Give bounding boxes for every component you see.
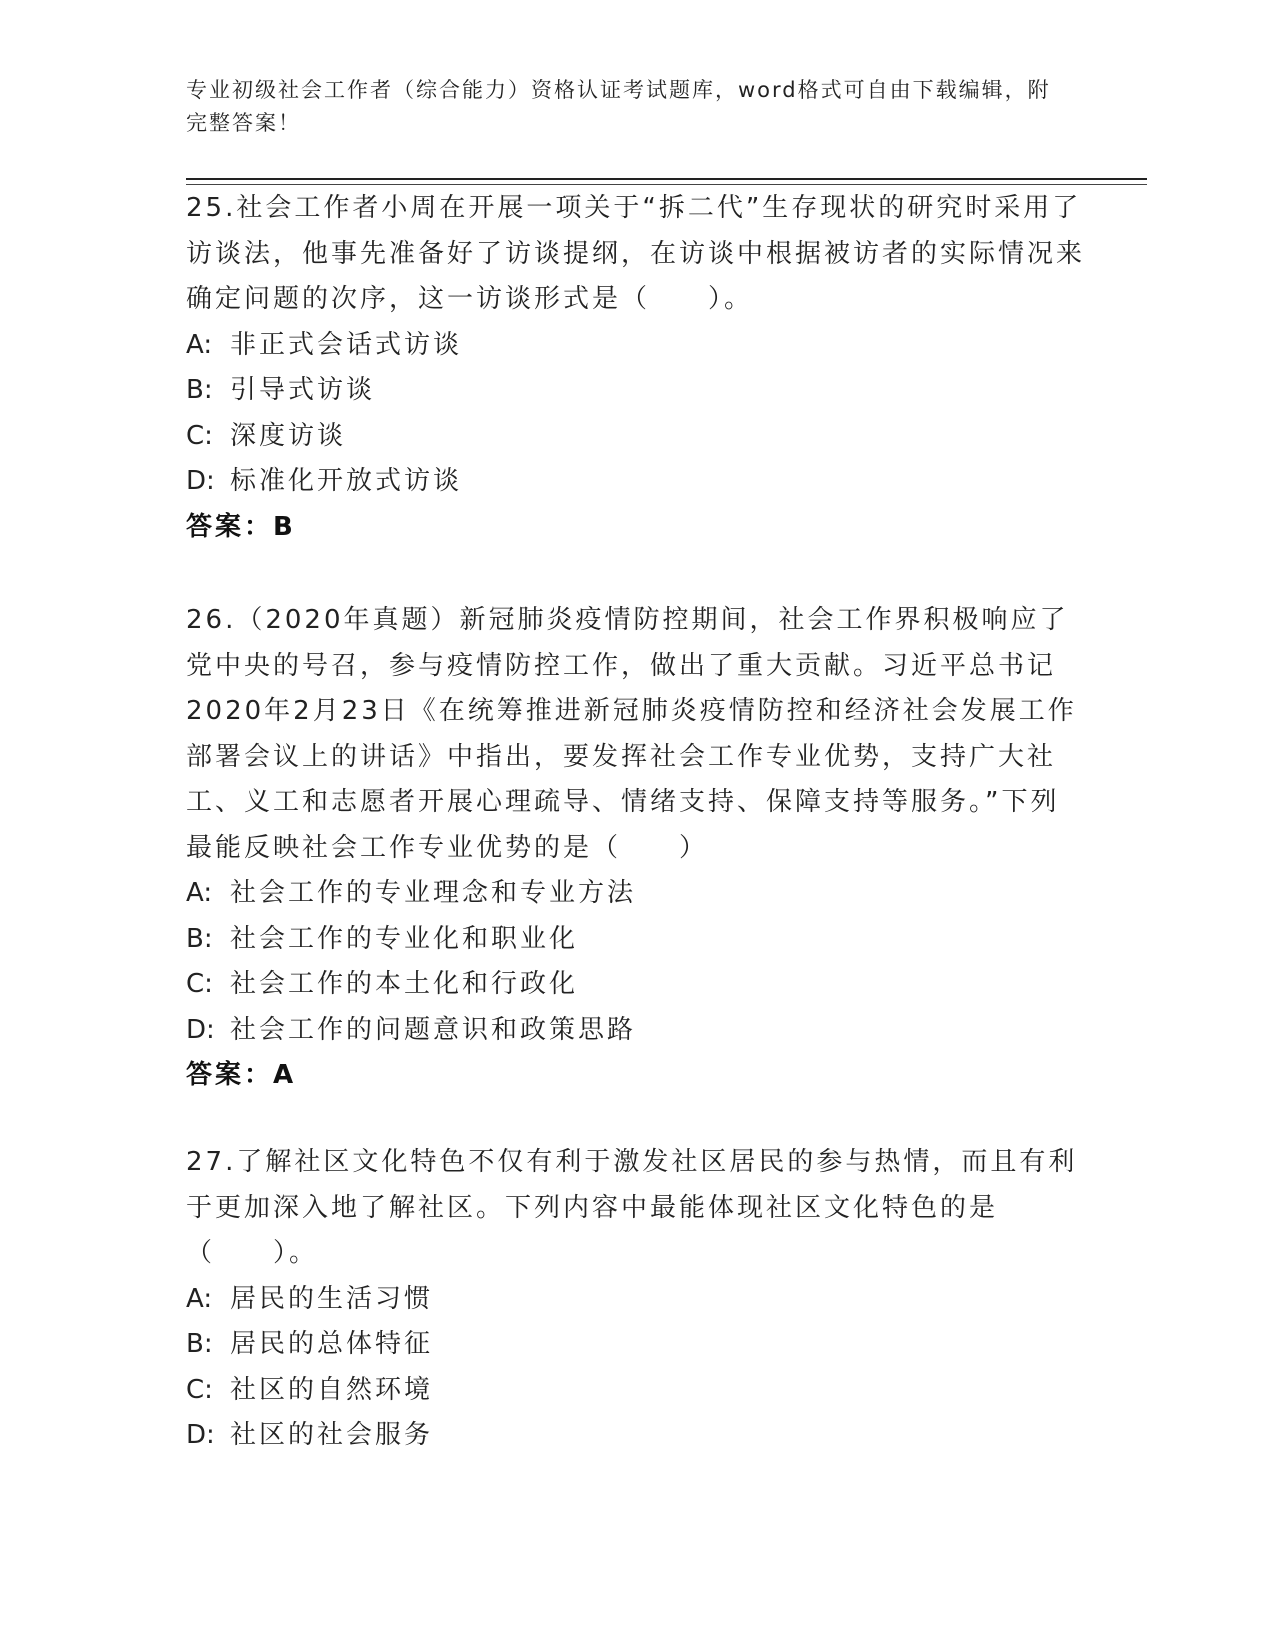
option-text: 社区的社会服务: [230, 1420, 434, 1450]
question-27: [186, 1140, 1086, 1459]
option-d: [186, 459, 1086, 505]
option-letter: A:: [186, 329, 213, 360]
option-letter: C:: [186, 969, 213, 999]
option-letter: A:: [186, 1283, 213, 1314]
option-letter: D:: [186, 1014, 215, 1045]
answer: 答案：B: [186, 511, 296, 542]
answer: 答案：A: [186, 1060, 297, 1090]
option-text: 引导式访谈: [230, 375, 376, 405]
option-c: [186, 1368, 1086, 1414]
question-stem: 25.社会工作者小周在开展一项关于“拆二代”生存现状的研究时采用了访谈法，他事先准备好了访谈提纲，在访谈中根据被访者的实际情况来确定问题的次序，这一访谈形式是（ ）。: [186, 193, 1086, 314]
question-26: [186, 598, 1086, 1099]
option-text: 社会工作的本土化和行政化: [230, 969, 579, 999]
option-b: [186, 368, 1086, 414]
option-text: 社会工作的专业化和职业化: [230, 923, 579, 954]
option-d: [186, 1413, 1086, 1459]
option-c: [186, 962, 1086, 1008]
option-c: [186, 414, 1086, 460]
option-text: 标准化开放式访谈: [230, 466, 463, 496]
option-text: 社区的自然环境: [230, 1374, 434, 1405]
question-stem: 27.了解社区文化特色不仅有利于激发社区居民的参与热情，而且有利于更加深入地了解社区。下列内容中最能体现社区文化特色的是（ ）。: [186, 1147, 1078, 1268]
option-a: [186, 323, 1086, 369]
option-letter: D:: [186, 466, 215, 496]
option-b: [186, 917, 1086, 963]
option-d: [186, 1008, 1086, 1054]
option-text: 居民的生活习惯: [230, 1283, 434, 1314]
option-a: [186, 871, 1086, 917]
document-header: 专业初级社会工作者（综合能力）资格认证考试题库，word格式可自由下载编辑，附完整答案！: [186, 78, 1051, 135]
option-letter: B:: [186, 1329, 213, 1359]
header-divider-thick: [186, 178, 1147, 180]
option-letter: A:: [186, 878, 213, 908]
option-letter: C:: [186, 420, 213, 451]
option-text: 社会工作的问题意识和政策思路: [230, 1014, 637, 1045]
option-text: 社会工作的专业理念和专业方法: [230, 878, 637, 908]
header-divider-thin: [186, 184, 1147, 185]
question-25: [186, 186, 1086, 550]
option-letter: B:: [186, 923, 213, 954]
option-letter: B:: [186, 375, 213, 405]
option-letter: C:: [186, 1374, 213, 1405]
option-a: [186, 1277, 1086, 1323]
option-letter: D:: [186, 1420, 215, 1450]
option-text: 非正式会话式访谈: [230, 329, 463, 360]
question-stem: 26.（2020年真题）新冠肺炎疫情防控期间，社会工作界积极响应了党中央的号召，参与疫情防控工作，做出了重大贡献。习近平总书记2020年2月23日《在统筹推进新冠肺炎疫情防控和经济社会发展工作部署会议上的讲话》中指出，要发挥社会工作专业优势，支持广大社工、义工和志愿者开展心理疏导、情绪支持、保障支持等服务。”下列最能反映社会工作专业优势的是（ ）: [186, 605, 1077, 863]
option-b: [186, 1322, 1086, 1368]
option-text: 居民的总体特征: [230, 1329, 434, 1359]
option-text: 深度访谈: [230, 420, 347, 451]
